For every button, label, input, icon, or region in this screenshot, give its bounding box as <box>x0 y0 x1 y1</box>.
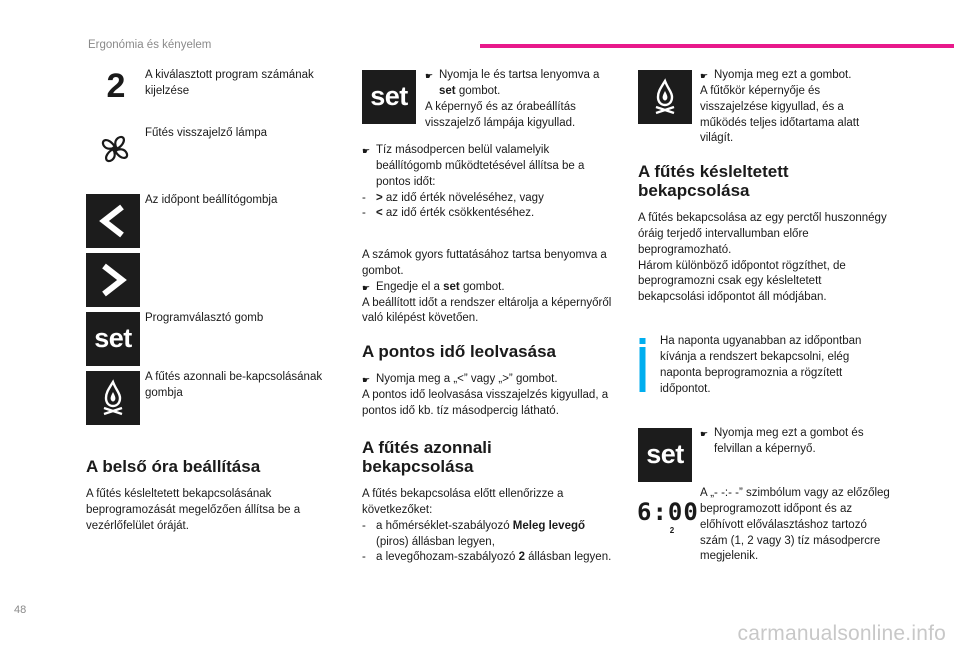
item-heating-lamp-label: Fűtés visszajelző lámpa <box>145 127 268 139</box>
flame-heater-icon <box>86 371 140 425</box>
item-instant-heating-label: A fűtés azonnali be-kapcsolásának gombja <box>145 371 323 399</box>
set-button-icon: set <box>86 312 140 366</box>
info-note-text: Ha naponta ugyanabban az időpontban kívánja a rendszert bekapcsolni, elég naponta beprogramoznia a rögzített időpontot. <box>660 335 862 395</box>
section-title-instant-heating: A fűtés azonnali bekapcsolása <box>362 438 492 477</box>
bullet-item: ☛ Nyomja meg ezt a gombot és felvillan a képernyő. <box>700 427 864 455</box>
section-title-delayed-heating: A fűtés késleltetett bekapcsolása <box>638 162 789 201</box>
dash-item: - a hőmérséklet-szabályozó Meleg levegő (piros) állásban legyen, <box>362 519 586 548</box>
dash-item: - < az idő érték csökkentéséhez. <box>362 207 535 220</box>
right-step-2 <box>700 426 890 458</box>
paragraph: Három különböző időpontot rögzíthet, de beprogramozni csak egy késleltetett bekapcsolási időpontot áll módjában. <box>638 259 846 304</box>
section-text-internal-clock: A fűtés késleltetett bekapcsolásának beprogramozását megelőzően állítsa be a vezérlőfelület óráját. <box>86 488 301 532</box>
digit-two-icon: 2 <box>106 66 126 105</box>
chevron-right-icon <box>86 253 140 307</box>
right-step-1 <box>700 68 890 147</box>
set-button-icon: set <box>638 428 692 482</box>
item-time-setting-label: Az időpont beállítógombja <box>145 194 278 206</box>
info-note <box>640 334 884 397</box>
fan-heater-icon <box>96 130 134 168</box>
mid-step-3 <box>362 248 612 327</box>
section-title-internal-clock: A belső óra beállítása <box>86 457 261 476</box>
dash-item: - > az idő érték növeléséhez, vagy <box>362 191 544 204</box>
paragraph: A fűtőkör képernyője és visszajelzése kigyullad, és a működés teljes időtartama alatt világít. <box>700 84 860 145</box>
page-number: 48 <box>14 604 27 616</box>
chevron-left-icon <box>86 194 140 248</box>
running-header: Ergonómia és kényelem <box>88 39 212 51</box>
paragraph: A számok gyors futtatásához tartsa benyomva a gombot. <box>362 249 607 277</box>
right-step-3: A „- -:- -” szimbólum vagy az előzőleg beprogramozott időpont és az előhívott előválasztáshoz tartozó szám (1, 2 vagy 3) tíz másodpercre megjelenik. <box>700 487 890 563</box>
clock-display-icon <box>637 498 699 542</box>
clock-display-digits: 6:00 <box>637 498 699 526</box>
bullet-item: ☛ Nyomja le és tartsa lenyomva a set gombot. <box>425 69 600 97</box>
bullet-item: ☛ Engedje el a set gombot. <box>362 280 505 293</box>
bullet-item: ☛ Nyomja meg a „<” vagy „>” gombot. <box>362 373 558 385</box>
section-title-read-time: A pontos idő leolvasása <box>362 342 556 361</box>
item-program-selector-label: Programválasztó gomb <box>145 312 264 324</box>
paragraph: A fűtés bekapcsolása előtt ellenőrizze a következőket: <box>362 488 564 516</box>
section-read-time-body <box>362 372 614 420</box>
mid-step-1 <box>425 68 615 131</box>
section-instant-heating-body <box>362 487 612 566</box>
section-delayed-heating-body <box>638 211 890 306</box>
paragraph: A pontos idő leolvasása visszajelzés kigyullad, a pontos idő kb. tíz másodpercig látható. <box>362 388 609 417</box>
header-accent-bar <box>480 44 954 48</box>
mid-step-2 <box>362 143 602 222</box>
paragraph: A képernyő és az órabeállítás visszajelző lámpája kigyullad. <box>425 100 576 129</box>
clock-program-number: 2 <box>669 526 675 535</box>
watermark: carmanualsonline.info <box>737 622 946 645</box>
info-icon <box>639 338 646 392</box>
dash-item: - a levegőhozam-szabályozó 2 állásban legyen. <box>362 551 612 564</box>
set-button-icon: set <box>362 70 416 124</box>
flame-heater-icon <box>638 70 692 124</box>
item-program-number-label: A kiválasztott program számának kijelzése <box>145 69 314 97</box>
paragraph: A fűtés bekapcsolása az egy perctől huszonnégy óráig terjedő intervallumban előre beprogramozható. <box>638 212 887 256</box>
paragraph: A beállított időt a rendszer eltárolja a képernyőről való kilépést követően. <box>362 296 612 325</box>
bullet-item: ☛ Tíz másodpercen belül valamelyik beállítógomb működtetésével állítsa be a pontos időt: <box>362 144 585 188</box>
bullet-item: ☛ Nyomja meg ezt a gombot. <box>700 69 852 81</box>
